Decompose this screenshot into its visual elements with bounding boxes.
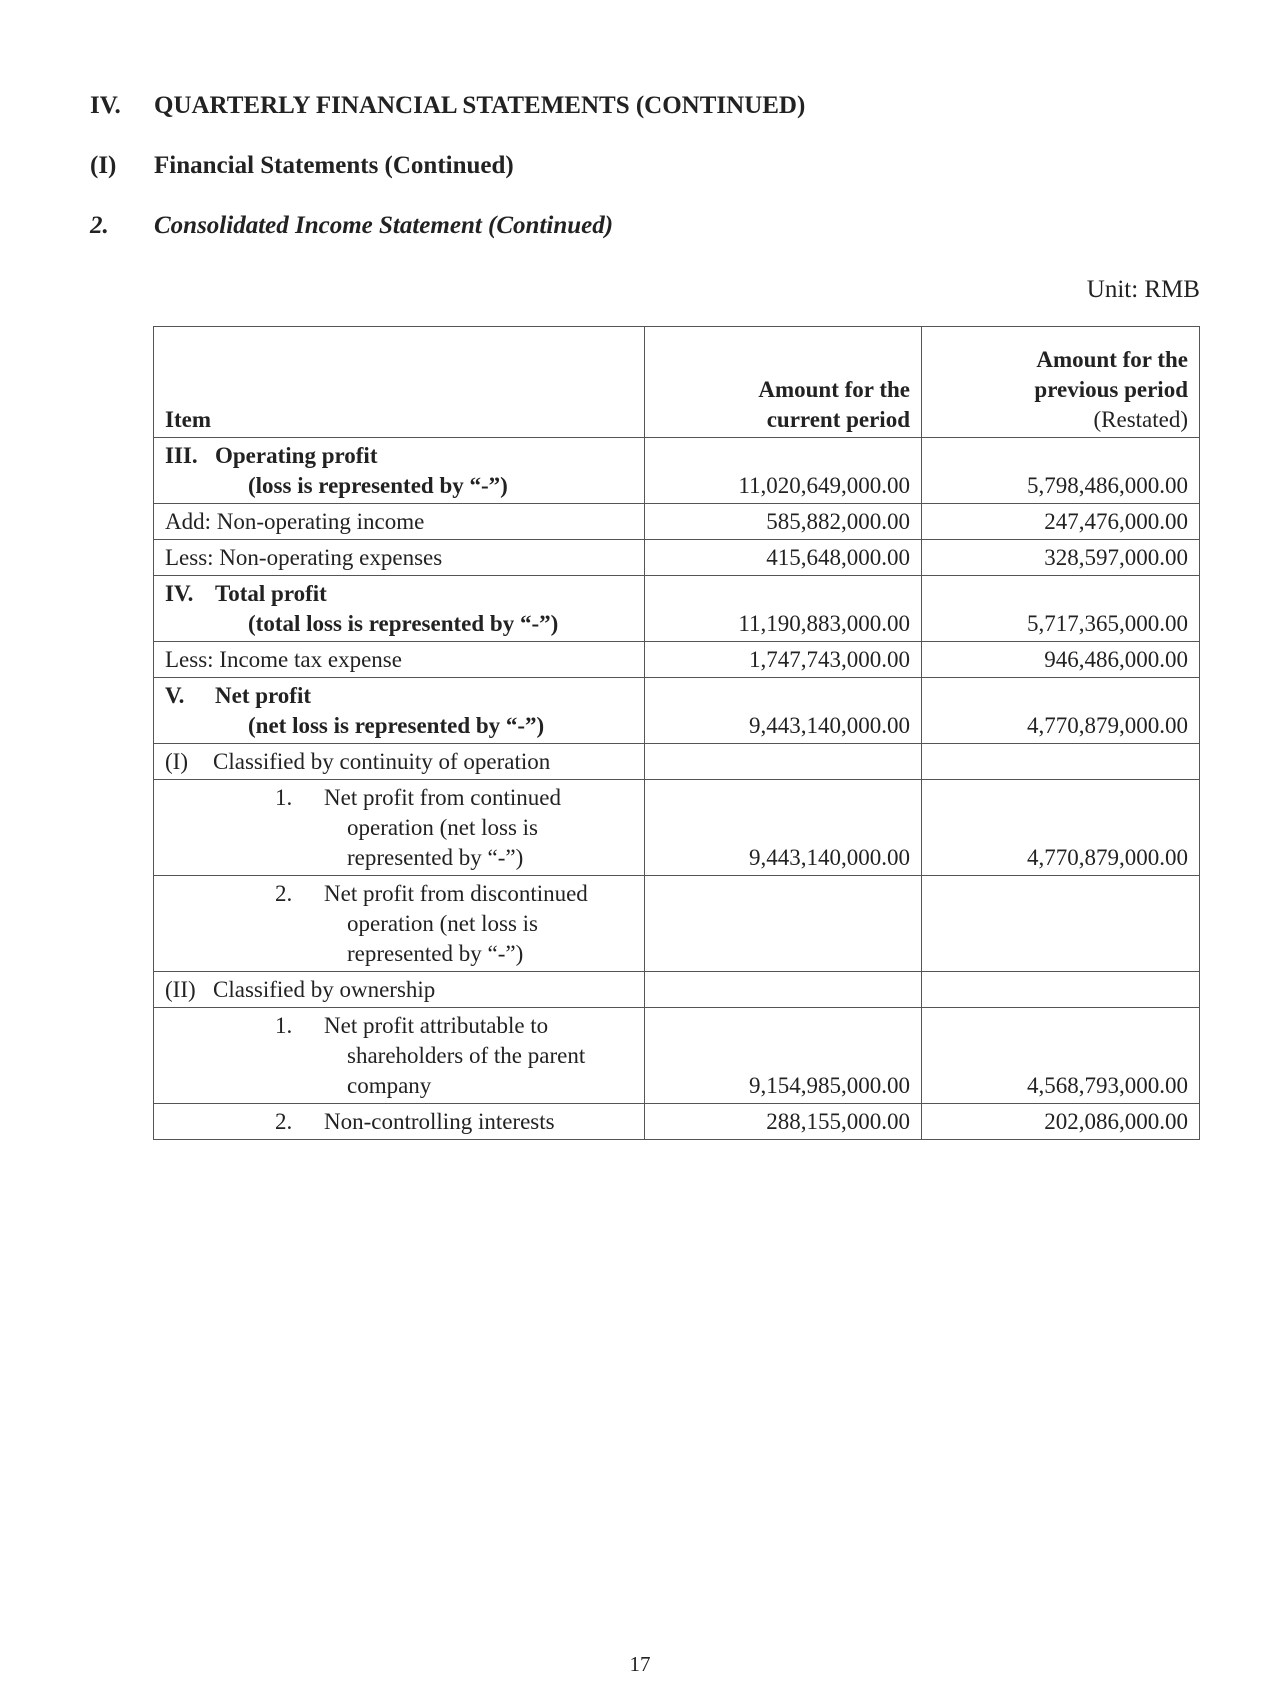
row-label: III. Operating profit (loss is represented by “-”) — [154, 438, 645, 504]
cell-current: 1,747,743,000.00 — [645, 642, 922, 678]
section-heading — [90, 92, 805, 120]
table-row — [154, 438, 1200, 504]
cell-previous — [922, 744, 1200, 780]
cell-previous: 5,798,486,000.00 — [922, 438, 1200, 504]
header-previous-period — [922, 327, 1200, 438]
header-previous-line2: previous period — [1034, 377, 1188, 402]
table-row — [154, 576, 1200, 642]
table-row — [154, 876, 1200, 972]
cell-previous: 4,770,879,000.00 — [922, 678, 1200, 744]
subsection-number: (I) — [90, 152, 117, 179]
statement-title: Consolidated Income Statement (Continued) — [154, 212, 614, 239]
table-row — [154, 1104, 1200, 1140]
cell-current: 9,443,140,000.00 — [645, 780, 922, 876]
table-row — [154, 540, 1200, 576]
table-row — [154, 744, 1200, 780]
header-current-line1: Amount for the — [758, 377, 910, 402]
cell-current: 415,648,000.00 — [645, 540, 922, 576]
cell-previous: 4,770,879,000.00 — [922, 780, 1200, 876]
cell-previous: 946,486,000.00 — [922, 642, 1200, 678]
header-previous-line1: Amount for the — [1036, 347, 1188, 372]
section-number: IV. — [90, 92, 121, 119]
cell-current: 288,155,000.00 — [645, 1104, 922, 1140]
table-row — [154, 504, 1200, 540]
income-statement-table — [153, 326, 1200, 1140]
row-label: 2. Non-controlling interests — [154, 1104, 645, 1140]
table-row — [154, 972, 1200, 1008]
cell-current: 11,190,883,000.00 — [645, 576, 922, 642]
row-label: IV. Total profit (total loss is represented by “-”) — [154, 576, 645, 642]
section-title: QUARTERLY FINANCIAL STATEMENTS (CONTINUED) — [154, 92, 806, 119]
header-previous-restated: (Restated) — [1093, 407, 1188, 432]
subsection-heading — [90, 152, 514, 180]
row-label: Add: Non-operating income — [154, 504, 645, 540]
table-row — [154, 642, 1200, 678]
header-current-period — [645, 327, 922, 438]
row-label: 2. Net profit from discontinued operation (net loss is represented by “-”) — [154, 876, 645, 972]
cell-previous — [922, 876, 1200, 972]
row-label: Less: Income tax expense — [154, 642, 645, 678]
cell-current — [645, 972, 922, 1008]
header-current-line2: current period — [766, 407, 910, 432]
cell-previous: 202,086,000.00 — [922, 1104, 1200, 1140]
subsection-title: Financial Statements (Continued) — [154, 152, 514, 179]
cell-current — [645, 744, 922, 780]
table-row — [154, 780, 1200, 876]
header-item: Item — [154, 327, 645, 438]
statement-heading — [90, 212, 613, 240]
cell-current: 585,882,000.00 — [645, 504, 922, 540]
row-label: Less: Non-operating expenses — [154, 540, 645, 576]
cell-current: 9,443,140,000.00 — [645, 678, 922, 744]
row-label: 1. Net profit attributable to shareholders of the parent company — [154, 1008, 645, 1104]
cell-previous: 4,568,793,000.00 — [922, 1008, 1200, 1104]
unit-label: Unit: RMB — [1086, 276, 1200, 303]
table-header-row — [154, 327, 1200, 438]
row-label: 1. Net profit from continued operation (net loss is represented by “-”) — [154, 780, 645, 876]
cell-previous: 247,476,000.00 — [922, 504, 1200, 540]
cell-previous: 328,597,000.00 — [922, 540, 1200, 576]
table-row — [154, 1008, 1200, 1104]
cell-current — [645, 876, 922, 972]
statement-number: 2. — [90, 212, 109, 239]
cell-current: 9,154,985,000.00 — [645, 1008, 922, 1104]
page-number: 17 — [629, 1652, 651, 1676]
row-label: (II) Classified by ownership — [154, 972, 645, 1008]
row-label: (I) Classified by continuity of operation — [154, 744, 645, 780]
row-label: V. Net profit (net loss is represented by “-”) — [154, 678, 645, 744]
cell-previous: 5,717,365,000.00 — [922, 576, 1200, 642]
cell-current: 11,020,649,000.00 — [645, 438, 922, 504]
cell-previous — [922, 972, 1200, 1008]
table-row — [154, 678, 1200, 744]
